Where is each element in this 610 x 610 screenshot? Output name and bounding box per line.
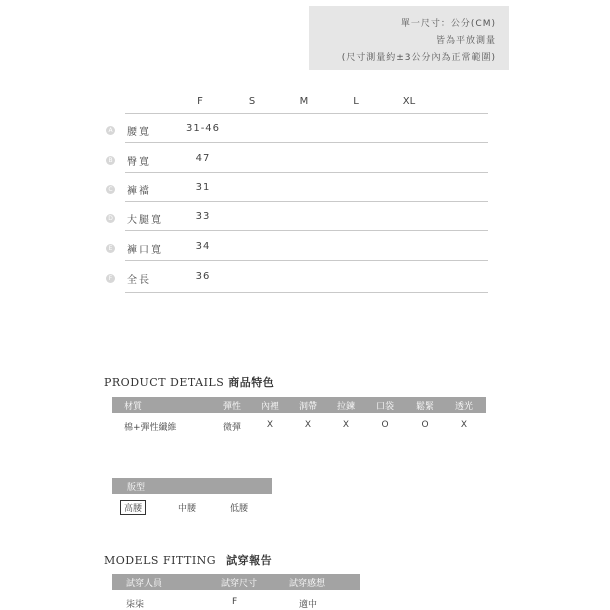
models-fitting-title-en: MODELS FITTING xyxy=(104,554,217,567)
product-details-title-zh: 商品特色 xyxy=(228,376,275,389)
feature-value: O xyxy=(381,420,389,430)
feature-value: O xyxy=(421,420,429,430)
row-label: 褲襠 xyxy=(127,186,151,197)
rise-option-low: 低腰 xyxy=(230,504,249,514)
size-header: F xyxy=(197,96,203,107)
fitting-header: 試穿人員 xyxy=(126,579,163,589)
fitting-header: 試穿感想 xyxy=(289,579,326,589)
rise-option-mid: 中腰 xyxy=(178,504,197,514)
feature-header: 彈性 xyxy=(222,402,241,412)
unit-note-box xyxy=(309,6,509,70)
row-value: 36 xyxy=(195,271,211,282)
row-marker: F xyxy=(106,274,115,283)
table-divider xyxy=(125,230,488,231)
feature-header: 透光 xyxy=(454,402,473,412)
product-details-title-en: PRODUCT DETAILS xyxy=(104,376,225,389)
feature-value: X xyxy=(304,420,312,430)
fitting-value: 柒柒 xyxy=(126,600,145,610)
feature-header: 材質 xyxy=(124,402,143,412)
row-marker: C xyxy=(106,185,115,194)
models-fitting-title-zh: 試穿報告 xyxy=(226,554,273,567)
size-header: L xyxy=(353,96,359,107)
row-marker: A xyxy=(106,126,115,135)
table-divider xyxy=(125,201,488,202)
size-header: S xyxy=(248,96,256,107)
feature-value: 棉+彈性纖維 xyxy=(124,423,177,433)
feature-header: 口袋 xyxy=(375,402,394,412)
row-label: 褲口寬 xyxy=(127,245,163,256)
size-header: XL xyxy=(402,96,416,107)
feature-header: 洞帶 xyxy=(298,402,317,412)
fitting-value: 適中 xyxy=(299,600,318,610)
unit-note-line: 皆為平放測量 xyxy=(435,36,496,46)
row-label: 全長 xyxy=(127,275,151,286)
row-label: 臀寬 xyxy=(127,157,151,168)
product-details-title xyxy=(104,374,274,390)
feature-header: 鬆緊 xyxy=(415,402,434,412)
row-marker: B xyxy=(106,156,115,165)
table-divider xyxy=(125,142,488,143)
row-label: 大腿寬 xyxy=(127,215,163,226)
models-fitting-title xyxy=(104,552,272,568)
feature-value: X xyxy=(266,420,274,430)
table-divider xyxy=(125,292,488,293)
rise-header: 版型 xyxy=(127,483,146,493)
feature-header: 拉鍊 xyxy=(336,402,355,412)
feature-value: X xyxy=(460,420,468,430)
row-value: 31 xyxy=(195,182,211,193)
feature-header: 內裡 xyxy=(260,402,279,412)
unit-note-line: 單一尺寸：公分(CM) xyxy=(400,19,496,29)
feature-value: 微彈 xyxy=(222,423,241,433)
row-marker: D xyxy=(106,214,115,223)
table-divider xyxy=(125,260,488,261)
fitting-value: F xyxy=(232,597,238,607)
row-value: 33 xyxy=(195,211,211,222)
fitting-header: 試穿尺寸 xyxy=(221,579,258,589)
table-divider xyxy=(125,113,488,114)
row-value: 34 xyxy=(195,241,211,252)
row-value: 31-46 xyxy=(185,123,221,134)
row-label: 腰寬 xyxy=(127,127,151,138)
feature-value: X xyxy=(342,420,350,430)
rise-option-high: 高腰 xyxy=(120,500,146,515)
unit-note-line: (尺寸測量約±3公分內為正常範圍) xyxy=(341,53,496,63)
table-divider xyxy=(125,172,488,173)
row-value: 47 xyxy=(195,153,211,164)
size-header: M xyxy=(299,96,309,107)
row-marker: E xyxy=(106,244,115,253)
